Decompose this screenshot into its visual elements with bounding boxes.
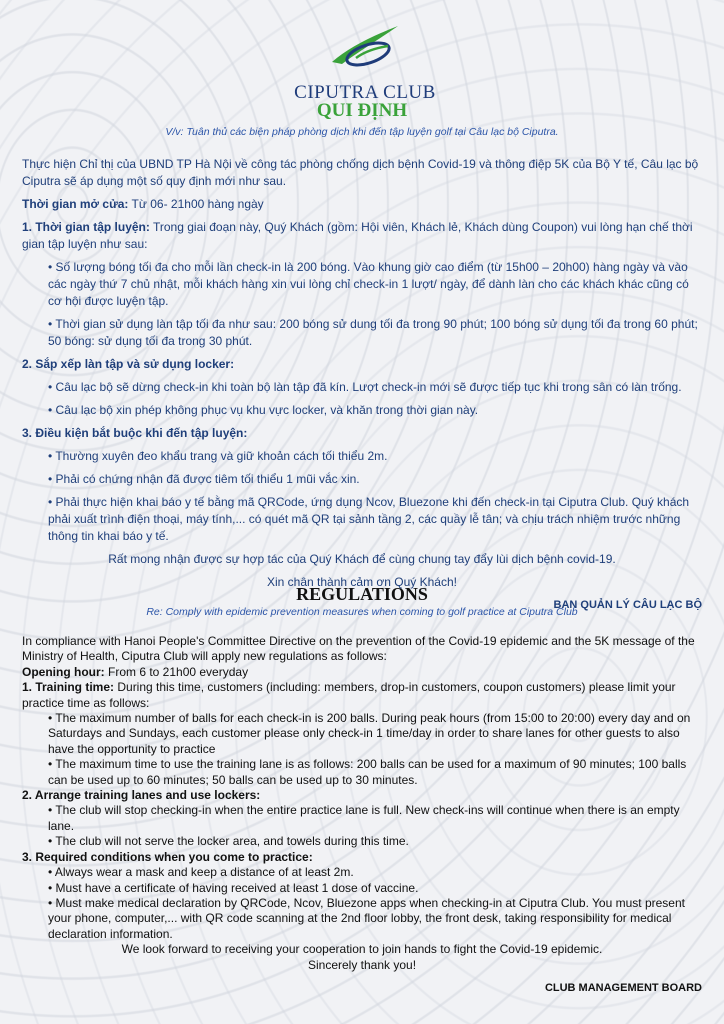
en-section-1 [22, 680, 702, 711]
vi-section-2-label: 2. Sắp xếp làn tập và sử dụng locker: [22, 357, 235, 371]
en-section-3 [22, 850, 702, 865]
vi-section-1-label: 1. Thời gian tập luyện: [22, 220, 150, 234]
logo-wordmark: CIPUTRA CLUB [294, 82, 436, 103]
en-closing-2: Sincerely thank you! [307, 957, 417, 972]
vi-closing-1: Rất mong nhận được sự hợp tác của Quý Khách để cùng chung tay đẩy lùi dịch bệnh covid-19. [108, 552, 616, 566]
vi-closing-2: Xin chân thành cảm ơn Quý Khách! [267, 575, 457, 589]
vi-section-1-text: Trong giai đoạn này, Quý Khách (gồm: Hội viên, Khách lẻ, Khách dùng Coupon) vui lòng hạn chế thời gian tập luyện như sau: [22, 220, 693, 251]
en-s3-bullet-1: • Always wear a mask and keep a distance of at least 2m. [48, 865, 354, 880]
vi-section-2 [22, 356, 702, 373]
en-body [22, 634, 702, 996]
en-s1-bullet-2: • The maximum time to use the training lane is as follows: 200 balls can be used for a maximum of 90 minutes; 100 balls can be used up to 60 minutes; 50 balls can be used up to 30 minutes. [48, 757, 687, 787]
vi-intro: Thực hiện Chỉ thị của UBND TP Hà Nội về công tác phòng chống dịch bệnh Covid-19 và thông điệp 5K của Bộ Y tế, Câu lạc bộ Ciputra sẽ áp dụng một số quy định mới như sau. [22, 157, 699, 188]
en-section-2 [22, 788, 702, 803]
vi-opening-value: Từ 06- 21h00 hàng ngày [128, 197, 264, 211]
vi-section-3 [22, 425, 702, 442]
en-s3-bullet-3: • Must make medical declaration by QRCode, Ncov, Bluezone apps when checking-in at Ciputra Club. You must present your phone, computer,... with QR code scanning at the 2nd floor lobby, the front desk, taking responsibility for medical declaration information. [48, 895, 685, 941]
en-opening-hours [22, 665, 702, 680]
en-opening-label: Opening hour: [22, 664, 105, 679]
vi-section-1 [22, 219, 702, 253]
vi-body [22, 156, 702, 620]
vi-s2-bullet-1: • Câu lạc bộ sẽ dừng check-in khi toàn bộ làn tập đã kín. Lượt check-in mới sẽ được tiếp tục khi trong sân có làn trống. [48, 380, 682, 394]
en-section-2-label: 2. Arrange training lanes and use lockers: [22, 788, 261, 803]
vi-title: QUI ĐỊNH [316, 100, 408, 121]
en-section-1-text: During this time, customers (including: members, drop-in customers, coupon customers) please limit your practice time as follows: [22, 680, 676, 710]
golf-swoosh-icon [328, 18, 402, 74]
en-s2-bullet-2: • The club will not serve the locker area, and towels during this time. [48, 834, 409, 849]
en-intro: In compliance with Hanoi People's Committee Directive on the prevention of the Covid-19 epidemic and the 5K message of the Ministry of Health, Ciputra Club will apply new regulations as follows: [22, 634, 695, 664]
en-s3-bullet-2: • Must have a certificate of having received at least 1 dose of vaccine. [48, 880, 419, 895]
en-s2-bullet-1: • The club will stop checking-in when the entire practice lane is full. New check-ins will continue when there is an empty lane. [48, 803, 680, 833]
vi-subtitle: V/v: Tuân thủ các biện pháp phòng dịch khi đến tập luyện golf tại Câu lạc bộ Ciputra. [165, 126, 559, 138]
vi-s3-bullet-1: • Thường xuyên đeo khẩu trang và giữ khoản cách tối thiểu 2m. [48, 449, 388, 463]
en-s1-bullet-1: • The maximum number of balls for each check-in is 200 balls. During peak hours (from 15:00 to 20:00) every day and on Saturdays and Sundays, each customer please only check-in 1 time/day in order to share lanes for other guests to also have the opportunity to practice [48, 711, 691, 756]
vi-s3-bullet-2: • Phải có chứng nhận đã được tiêm tối thiểu 1 mũi vắc xin. [48, 472, 360, 486]
en-opening-value: From 6 to 21h00 everyday [104, 664, 249, 679]
vi-s1-bullet-1: • Số lượng bóng tối đa cho mỗi lần check-in là 200 bóng. Vào khung giờ cao điểm (từ 15h00 – 20h00) hàng ngày và vào các ngày thứ 7 chủ nhật, mỗi khách hàng xin vui lòng chỉ check-in 1 lượt/ ngày, để dành làn cho các khách khác cũng có cơ hội được luyện tập. [48, 260, 689, 308]
vi-signature: BAN QUẢN LÝ CÂU LẠC BỘ [553, 599, 702, 611]
en-signature: CLUB MANAGEMENT BOARD [544, 981, 702, 994]
vi-s2-bullet-2: • Câu lạc bộ xin phép không phục vụ khu vực locker, và khăn trong thời gian này. [48, 403, 479, 417]
en-closing-1: We look forward to receiving your cooperation to join hands to fight the Covid-19 epidemic. [121, 942, 603, 957]
vi-s3-bullet-3: • Phải thực hiện khai báo y tế bằng mã QRCode, ứng dụng Ncov, Bluezone khi đến check-in tại Ciputra Club. Quý khách phải xuất trình điện thoại, máy tính,... có quét mã QR tại sảnh tầng 2, các quầy lễ tân; và chịu trách nhiệm trước những thông tin khai báo y tế. [48, 495, 690, 543]
en-subtitle: Re: Comply with epidemic prevention measures when coming to golf practice at Ciputra Club [146, 606, 578, 618]
en-title: REGULATIONS [296, 584, 428, 604]
en-section-3-label: 3. Required conditions when you come to practice: [22, 849, 313, 864]
vi-opening-label: Thời gian mở cửa: [22, 197, 129, 211]
vi-s1-bullet-2: • Thời gian sử dụng làn tập tối đa như sau: 200 bóng sử dung tối đa trong 90 phút; 100 bóng sử dụng tối đa trong 60 phút; 50 bóng: sử dụng tối đa trong 30 phút. [48, 317, 698, 348]
vi-opening-hours [22, 196, 702, 213]
ciputra-club-logo [290, 18, 440, 103]
vi-section-3-label: 3. Điều kiện bắt buộc khi đến tập luyện: [22, 426, 248, 440]
en-section-1-label: 1. Training time: [22, 680, 115, 695]
